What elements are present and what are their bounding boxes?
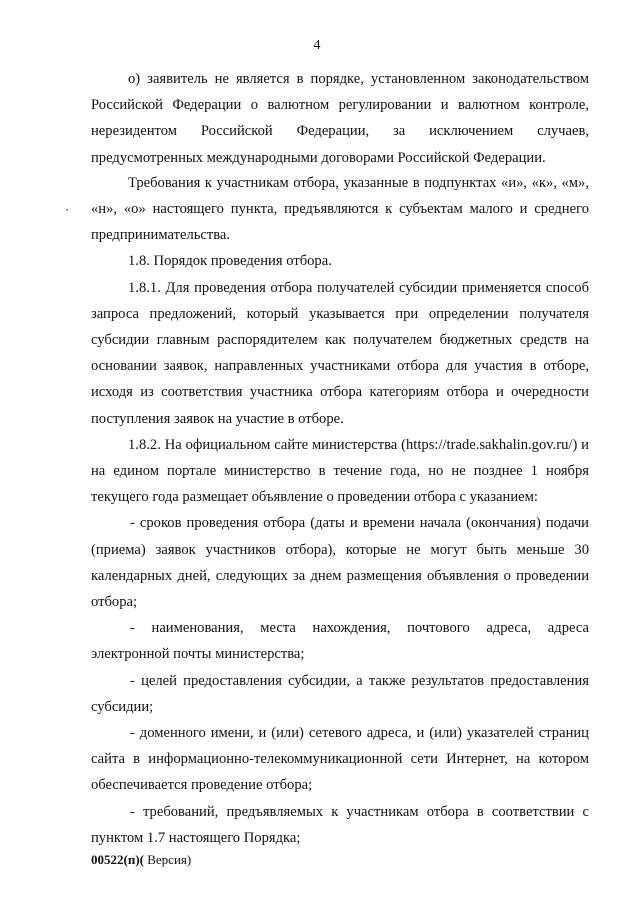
paragraph-subitem-o: о) заявитель не является в порядке, установленном законодательством Российской Федерации о валютном регулировании и валютном контроле, нерезидентом Российской Федерации, за исключением случаев, предусмотренных международными договорами Российской Федерации. — [91, 71, 589, 166]
list-item-subsidy-goals: - целей предоставления субсидии, а также результатов предоставления субсидии; — [91, 672, 589, 715]
section-heading-1-8: 1.8. Порядок проведения отбора. — [128, 253, 332, 270]
page-number: 4 — [313, 38, 321, 53]
list-item-deadlines: - сроков проведения отбора (даты и времени начала (окончания) подачи (приема) заявок участников отбора), которые не могут быть меньше 30 календарных дней, следующих за днем размещения объявления о проведении отбора; — [91, 515, 589, 611]
scan-speck — [66, 209, 68, 211]
list-item-ministry-address: - наименования, места нахождения, почтового адреса, адреса электронной почты министерства; — [91, 620, 589, 663]
document-body — [91, 66, 589, 851]
footer-doc-code: 00522(п)( — [91, 852, 144, 867]
list-item-participant-requirements: - требований, предъявляемых к участникам отбора в соответствии с пунктом 1.7 настоящего Порядка; — [91, 803, 589, 846]
paragraph-1-8-1: 1.8.1. Для проведения отбора получателей субсидии применяется способ запроса предложений, который указывается при определении получателя субсидии главным распорядителем как получателем бюджетных средств на основании заявок, направленных участниками отбора для участия в отборе, исходя из соответствия участника отбора категориям отбора и очередности поступления заявок на участие в отборе. — [91, 279, 589, 427]
footer-code — [91, 852, 191, 868]
footer-version: Версия) — [143, 852, 192, 867]
list-item-domain-name: - доменного имени, и (или) сетевого адреса, и (или) указателей страниц сайта в информационно-телекоммуникационной сети Интернет, на котором обеспечивается проведение отбора; — [91, 725, 589, 794]
paragraph-requirements: Требования к участникам отбора, указанные в подпунктах «и», «к», «м», «н», «о» настоящего пункта, предъявляются к субъектам малого и среднего предпринимательства. — [91, 174, 589, 244]
paragraph-1-8-2: 1.8.2. На официальном сайте министерства (https://trade.sakhalin.gov.ru/) и на едином портале министерство в течение года, но не позднее 1 ноября текущего года размещает объявление о проведении отбора с указанием: — [91, 436, 589, 506]
